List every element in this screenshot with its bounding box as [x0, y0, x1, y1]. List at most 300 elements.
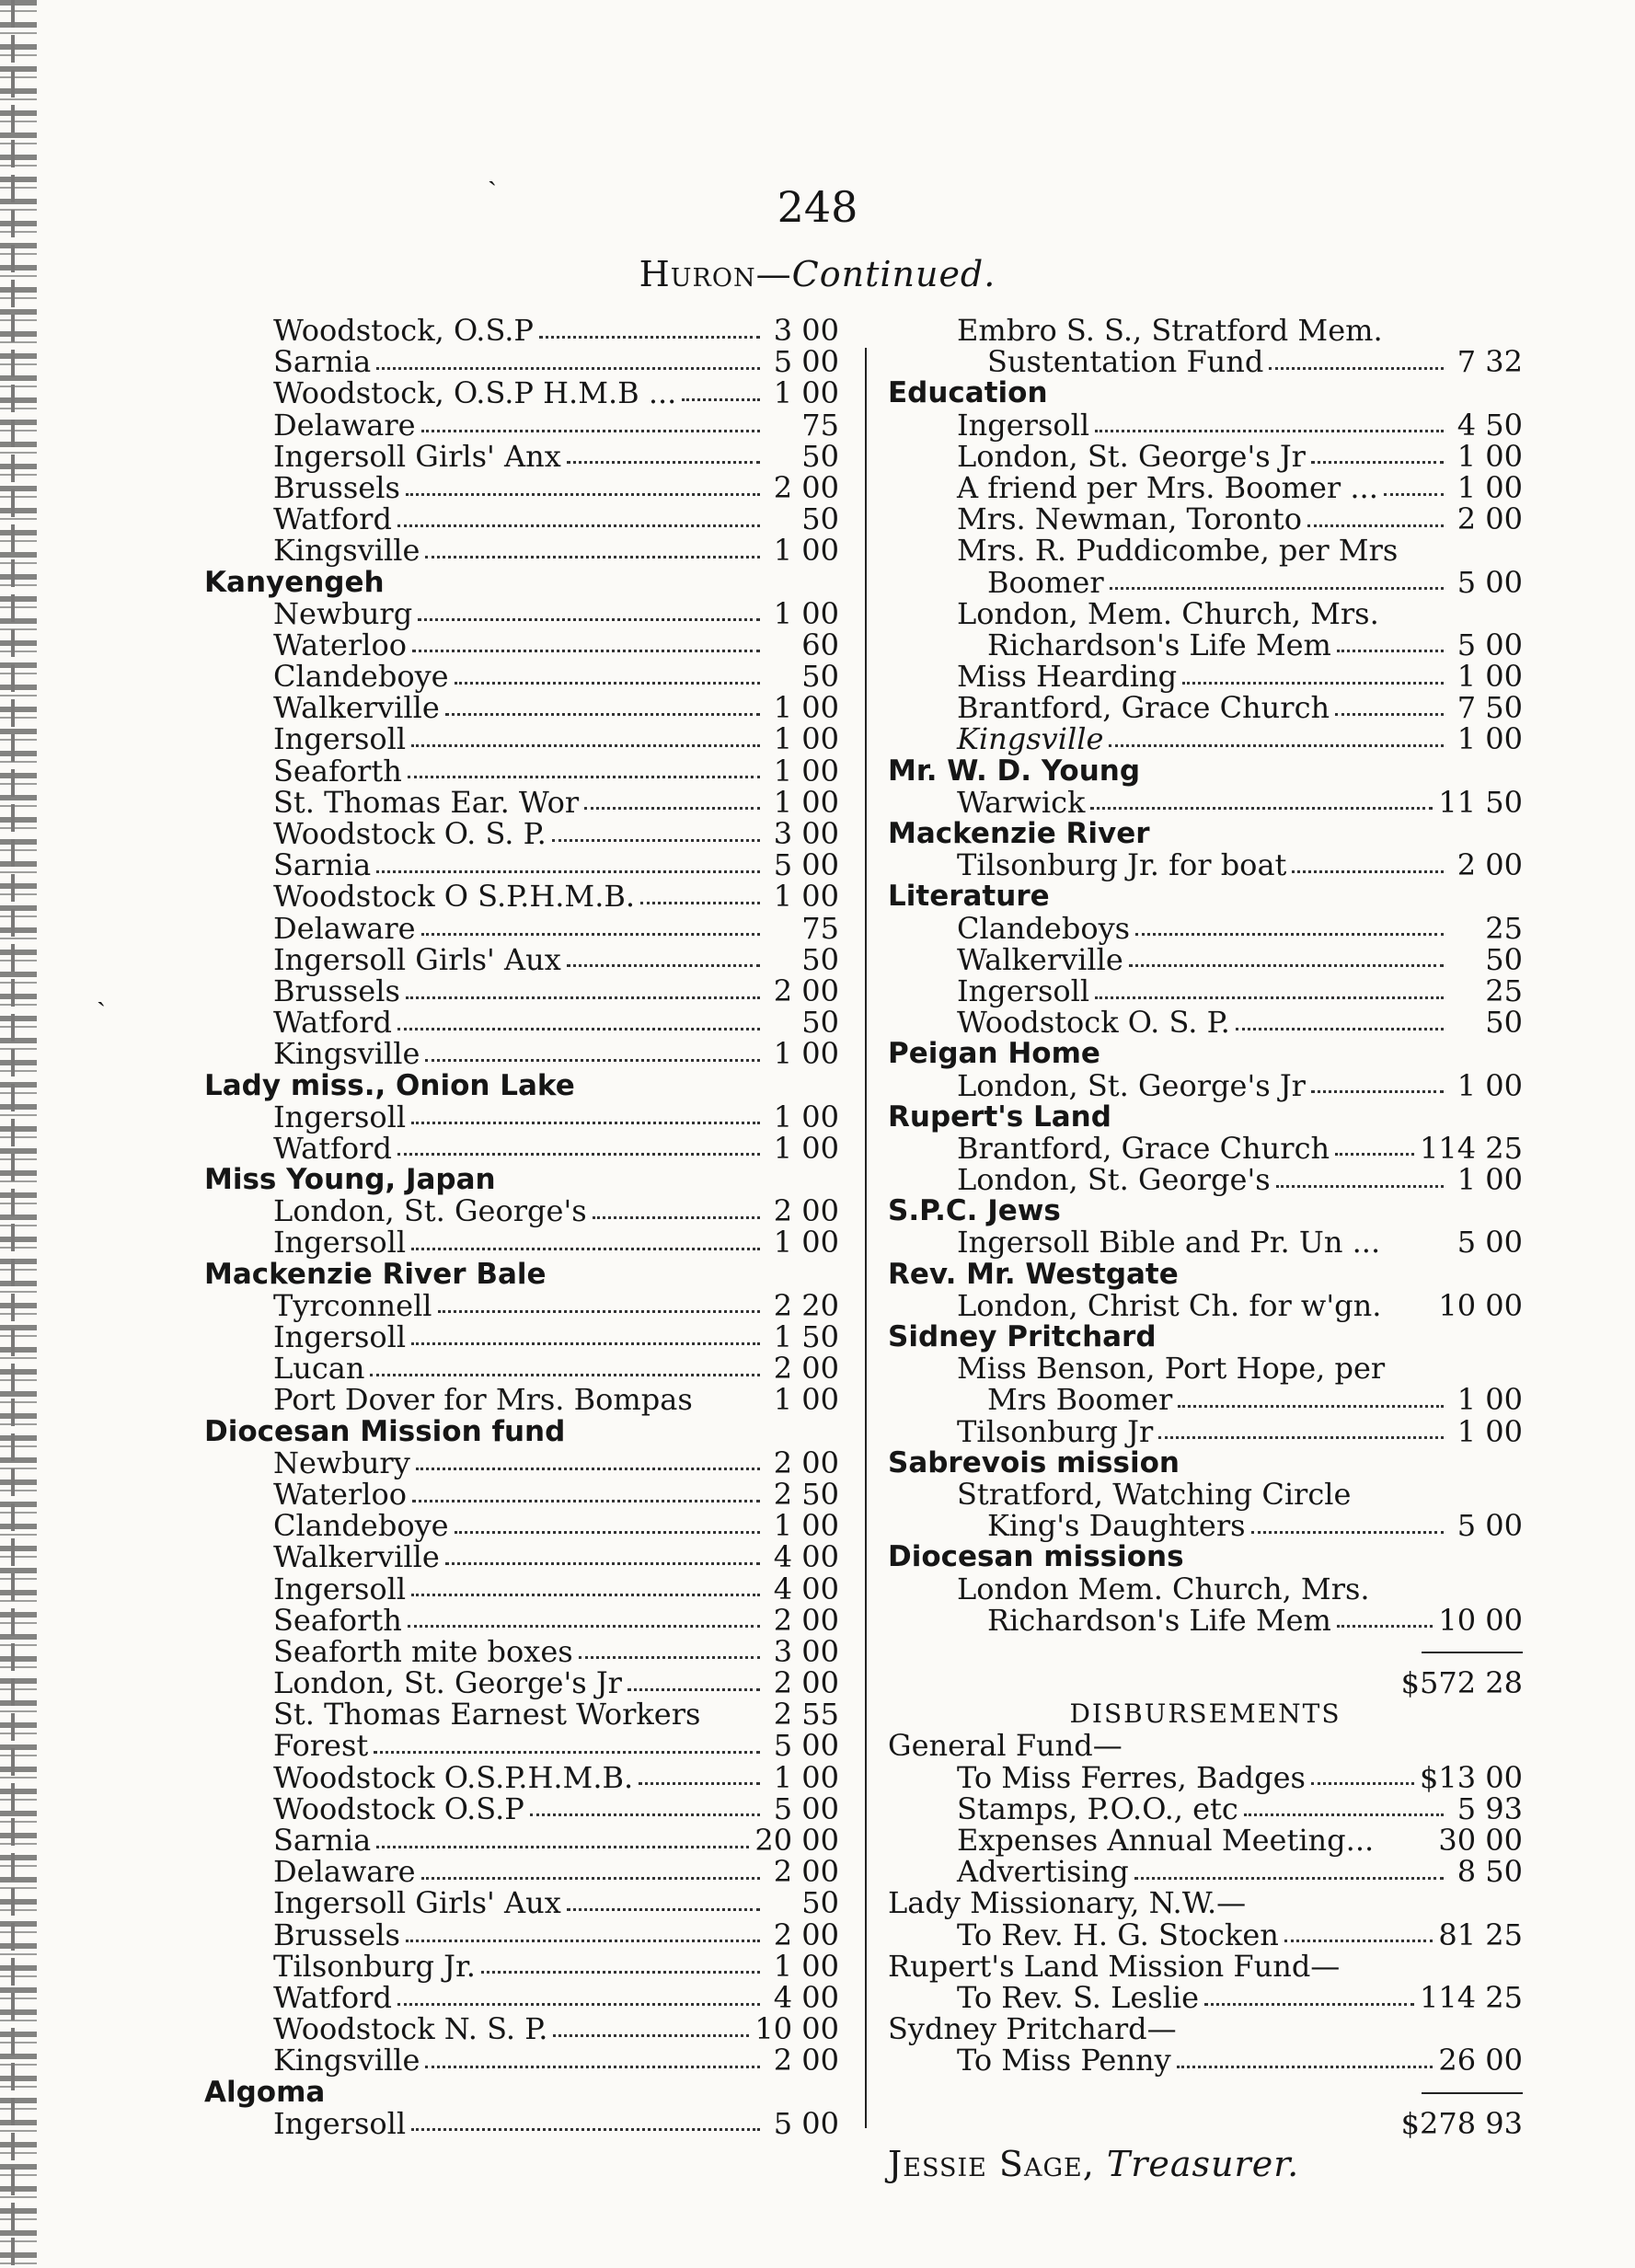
- leader-dots: [455, 682, 760, 685]
- heading-label: Sabrevois mission: [888, 1445, 1180, 1479]
- ledger-entry: [204, 1728, 839, 1764]
- entry-amount: 1 00: [773, 595, 839, 631]
- ledger-entry: [204, 1665, 839, 1701]
- entry-amount: 10 00: [1438, 1287, 1523, 1323]
- section-heading: [204, 1164, 839, 1195]
- heading-label: Mackenzie River Bale: [204, 1257, 547, 1291]
- leader-dots: [1109, 744, 1444, 747]
- leader-dots: [411, 744, 760, 747]
- ledger-entry: [204, 1790, 839, 1826]
- ledger-entry: [204, 438, 839, 474]
- leader-dots: [406, 1940, 760, 1942]
- ledger-entry: [888, 1476, 1523, 1512]
- entry-amount: 2 00: [773, 469, 839, 505]
- leader-dots: [1335, 1153, 1414, 1156]
- leader-dots: [593, 1216, 760, 1219]
- entry-amount: 2 00: [773, 1917, 839, 1952]
- ledger-entry: [204, 1825, 839, 1856]
- ledger-entry: [888, 595, 1523, 631]
- leader-dots: [445, 713, 760, 716]
- total-row: [888, 2105, 1523, 2141]
- heading-label: Diocesan missions: [888, 1540, 1184, 1574]
- entry-amount: 3 00: [773, 1633, 839, 1669]
- entry-label: Seaforth mite boxes: [273, 1633, 573, 1669]
- leader-dots: [406, 996, 760, 999]
- entry-amount: 2 50: [773, 1476, 839, 1512]
- entry-label: Brussels: [273, 973, 400, 1008]
- entry-amount: 50: [801, 501, 839, 537]
- entry-amount: 1 00: [773, 1225, 839, 1261]
- entry-label: Ingersoll Girls' Anx: [273, 438, 561, 474]
- sum-rule: [888, 2077, 1523, 2108]
- entry-label: A friend per Mrs. Boomer ...: [957, 469, 1378, 505]
- entry-amount: 1 00: [1457, 721, 1523, 757]
- entry-amount: 1 00: [773, 879, 839, 915]
- ledger-entry: [204, 1759, 839, 1795]
- ledger-entry: [204, 1854, 839, 1890]
- sum-rule: [888, 1636, 1523, 1667]
- leader-dots: [412, 1500, 760, 1502]
- entry-amount: 4 50: [1457, 407, 1523, 443]
- entry-label: To Miss Ferres, Badges: [957, 1759, 1306, 1795]
- leader-dots: [411, 2128, 760, 2131]
- entry-amount: 2 00: [773, 2043, 839, 2078]
- entry-amount: 4 00: [773, 1571, 839, 1606]
- ledger-entry: [888, 1573, 1523, 1605]
- entry-amount: 2 00: [773, 1665, 839, 1701]
- ledger-entry: [888, 941, 1523, 977]
- ledger-entry: [888, 1225, 1523, 1261]
- entry-label: Kingsville: [273, 2043, 420, 2078]
- leader-dots: [1384, 493, 1444, 496]
- section-heading: [888, 1195, 1523, 1226]
- leader-dots: [425, 2066, 760, 2068]
- entry-amount: 50: [801, 659, 839, 695]
- entry-amount: 26 00: [1438, 2043, 1523, 2078]
- entry-amount: 5 00: [1457, 627, 1523, 662]
- leader-dots: [411, 1122, 760, 1124]
- ledger-entry: [204, 910, 839, 946]
- entry-label: Kingsville: [273, 533, 420, 569]
- heading-label: Kanyengeh: [204, 565, 385, 599]
- ledger-entry: [888, 1790, 1523, 1826]
- ledger-entry: [204, 1225, 839, 1261]
- entry-label: Waterloo: [273, 627, 408, 662]
- entry-label: Lucan: [273, 1351, 365, 1387]
- ledger-entry: [888, 2044, 1523, 2076]
- entry-amount: 1 00: [773, 690, 839, 726]
- entry-label: Boomer: [987, 564, 1104, 600]
- disbursements-heading: [888, 1698, 1523, 1730]
- ledger-entry: [204, 533, 839, 569]
- entry-label: Watford: [273, 1005, 392, 1041]
- heading-label: Diocesan Mission fund: [204, 1414, 566, 1448]
- leader-dots: [1182, 682, 1444, 685]
- entry-amount: 2 00: [1457, 847, 1523, 883]
- entry-amount: 50: [1485, 941, 1523, 977]
- entry-label: Ingersoll: [273, 721, 407, 757]
- entry-label: Ingersoll: [273, 1225, 407, 1261]
- entry-label: London, Christ Ch. for w'gn.: [957, 1287, 1382, 1323]
- entry-label: Delaware: [273, 910, 416, 946]
- fund-heading: [888, 1728, 1523, 1764]
- entry-amount: 3 00: [773, 313, 839, 348]
- entry-label: Expenses Annual Meeting...: [957, 1823, 1375, 1858]
- ledger-entry: [204, 1382, 839, 1418]
- entry-amount: 10 00: [1438, 1602, 1523, 1638]
- entry-label: Tilsonburg Jr.: [273, 1948, 476, 1984]
- heading-label: Sidney Pritchard: [888, 1320, 1157, 1353]
- heading-label: Mackenzie River: [888, 817, 1150, 850]
- entry-label: London, St. George's: [957, 1162, 1271, 1198]
- entry-amount: 1 00: [773, 1099, 839, 1134]
- ledger-entry: [204, 1697, 839, 1733]
- ledger-entry: [204, 2044, 839, 2076]
- entry-label: London, St. George's Jr: [273, 1665, 622, 1701]
- entry-amount: 1 00: [773, 753, 839, 789]
- entry-label: Sustentation Fund: [987, 344, 1264, 380]
- heading-label: Lady miss., Onion Lake: [204, 1068, 575, 1102]
- entry-amount: 1 50: [773, 1319, 839, 1354]
- ledger-entry: [204, 1476, 839, 1512]
- ledger-entry: [204, 2011, 839, 2047]
- section-heading: [204, 1070, 839, 1101]
- entry-amount: 30 00: [1438, 1823, 1523, 1858]
- fund-label: Rupert's Land Mission Fund—: [888, 1948, 1341, 1984]
- ledger-entry: [888, 1005, 1523, 1041]
- ink-speck: ˎ: [488, 155, 497, 187]
- entry-label: Woodstock O.S.P.H.M.B.: [273, 1759, 634, 1795]
- entry-amount: 1 00: [773, 1382, 839, 1418]
- entry-label: Newbury: [273, 1445, 410, 1480]
- leader-dots: [408, 776, 760, 778]
- entry-amount: 2 00: [773, 1351, 839, 1387]
- total-row: [888, 1665, 1523, 1701]
- ledger-entry: [204, 1005, 839, 1041]
- leader-dots: [1158, 1436, 1444, 1439]
- fund-label: Lady Missionary, N.W.—: [888, 1885, 1247, 1921]
- leader-dots: [416, 1468, 760, 1470]
- leader-dots: [1335, 713, 1444, 716]
- entry-label: Ingersoll: [957, 407, 1090, 443]
- entry-amount: 1 00: [1457, 1382, 1523, 1418]
- entry-amount: 50: [801, 438, 839, 474]
- ledger-entry: [204, 469, 839, 505]
- entry-label: Waterloo: [273, 1476, 408, 1512]
- leader-dots: [411, 1248, 760, 1250]
- section-header: [0, 254, 1635, 294]
- entry-amount: 1 00: [1457, 469, 1523, 505]
- header-dash: —: [755, 254, 792, 294]
- ledger-entry: [204, 755, 839, 787]
- column-divider: [865, 348, 867, 2128]
- leader-dots: [1311, 1090, 1444, 1093]
- entry-amount: 75: [801, 910, 839, 946]
- ledger-entry: [204, 1885, 839, 1921]
- entry-label: Sarnia: [273, 1823, 372, 1858]
- section-heading: [204, 1416, 839, 1447]
- entry-label: Watford: [273, 1979, 392, 2015]
- entry-amount: 2 00: [1457, 501, 1523, 537]
- fund-heading: [888, 1885, 1523, 1921]
- leader-dots: [412, 650, 760, 652]
- disbursements-label: DISBURSEMENTS: [1069, 1698, 1341, 1730]
- signature: [888, 2144, 1299, 2184]
- leader-dots: [481, 1971, 760, 1974]
- leader-dots: [1269, 367, 1444, 370]
- entry-label: Sarnia: [273, 344, 372, 380]
- ledger-entry: [888, 1919, 1523, 1951]
- ledger-entry: [888, 1067, 1523, 1103]
- entry-amount: 2 20: [773, 1287, 839, 1323]
- entry-amount: 20 00: [754, 1823, 839, 1858]
- leader-dots: [1307, 524, 1444, 527]
- entry-label: Warwick: [957, 784, 1086, 820]
- entry-label: Port Dover for Mrs. Bompas: [273, 1382, 693, 1418]
- section-heading: [888, 1259, 1523, 1290]
- entry-amount: 50: [801, 1005, 839, 1041]
- ledger-entry: [888, 1759, 1523, 1795]
- entry-label: Stratford, Watching Circle: [957, 1476, 1352, 1512]
- entry-label: Mrs Boomer: [987, 1382, 1173, 1418]
- leader-dots: [411, 1594, 760, 1596]
- entry-label: To Miss Penny: [957, 2043, 1171, 2078]
- page-number: 248: [777, 182, 858, 232]
- leader-dots: [567, 964, 760, 967]
- ledger-entry: [204, 315, 839, 346]
- leader-dots: [421, 1877, 760, 1880]
- ledger-entry: [204, 1602, 839, 1638]
- entry-amount: 5 93: [1457, 1790, 1523, 1826]
- section-heading: [888, 755, 1523, 787]
- entry-amount: 25: [1485, 910, 1523, 946]
- leader-dots: [370, 1374, 760, 1376]
- ledger-entry: [888, 533, 1523, 569]
- entry-label: Seaforth: [273, 1602, 402, 1638]
- ledger-entry: [888, 629, 1523, 661]
- entry-amount: 5 00: [1457, 1225, 1523, 1261]
- entry-label: Watford: [273, 1130, 392, 1166]
- ledger-entry: [204, 1573, 839, 1605]
- entry-amount: 1 00: [773, 721, 839, 757]
- entry-amount: 2 00: [773, 1445, 839, 1480]
- section-heading: [204, 1259, 839, 1290]
- entry-amount: 60: [801, 627, 839, 662]
- entry-amount: 1 00: [773, 784, 839, 820]
- ledger-entry: [204, 975, 839, 1007]
- entry-amount: 81 25: [1438, 1917, 1523, 1952]
- leader-dots: [1244, 1813, 1444, 1816]
- ledger-entry: [204, 690, 839, 726]
- ledger-entry: [204, 1948, 839, 1984]
- leader-dots: [438, 1310, 760, 1313]
- leader-dots: [552, 839, 760, 842]
- fund-heading: [888, 2011, 1523, 2047]
- leader-dots: [1135, 933, 1444, 936]
- ledger-entry: [888, 910, 1523, 946]
- entry-amount: 50: [801, 1885, 839, 1921]
- ledger-entry: [888, 1854, 1523, 1890]
- entry-amount: 5 00: [773, 1790, 839, 1826]
- entry-amount: 1 00: [773, 375, 839, 411]
- entry-label: Brussels: [273, 1917, 400, 1952]
- ledger-entry: [204, 2105, 839, 2141]
- entry-label: Woodstock, O.S.P: [273, 313, 534, 348]
- ledger-entry: [888, 1162, 1523, 1198]
- leader-dots: [408, 1625, 760, 1628]
- entry-amount: 5 00: [773, 2105, 839, 2141]
- entry-amount: $13 00: [1420, 1759, 1523, 1795]
- entry-amount: 75: [801, 407, 839, 443]
- ledger-entry: [888, 1287, 1523, 1323]
- entry-amount: 4 00: [773, 1539, 839, 1575]
- section-heading: [888, 1321, 1523, 1353]
- entry-label: Walkerville: [273, 690, 440, 726]
- leader-dots: [1276, 1185, 1444, 1188]
- entry-label: Woodstock O. S. P.: [957, 1005, 1230, 1041]
- ledger-entry: [204, 1508, 839, 1544]
- ledger-entry: [204, 849, 839, 881]
- leader-dots: [1311, 461, 1444, 464]
- entry-label: London, St. George's Jr: [957, 1067, 1306, 1103]
- entry-label: Richardson's Life Mem: [987, 1602, 1331, 1638]
- ledger-entry: [204, 344, 839, 380]
- ledger-entry: [204, 1321, 839, 1353]
- entry-amount: 1 00: [773, 1759, 839, 1795]
- entry-label: Brussels: [273, 469, 400, 505]
- left-column: [204, 315, 839, 2139]
- ledger-entry: [888, 1130, 1523, 1166]
- leader-dots: [406, 493, 760, 496]
- entry-amount: 114 25: [1420, 1130, 1523, 1166]
- ledger-entry: [204, 1351, 839, 1387]
- entry-label: King's Daughters: [987, 1508, 1246, 1544]
- entry-label: Clandeboye: [273, 1508, 449, 1544]
- leader-dots: [1129, 964, 1444, 967]
- ledger-entry: [888, 975, 1523, 1007]
- entry-label: Ingersoll: [273, 1319, 407, 1354]
- leader-dots: [639, 1782, 760, 1785]
- ledger-entry: [888, 315, 1523, 346]
- entry-label: Brantford, Grace Church: [957, 1130, 1330, 1166]
- leader-dots: [640, 902, 760, 904]
- leader-dots: [1337, 1625, 1434, 1628]
- section-heading: [204, 567, 839, 598]
- ledger-entry: [204, 409, 839, 441]
- entry-label: Mrs. R. Puddicombe, per Mrs: [957, 533, 1399, 569]
- leader-dots: [1311, 1782, 1414, 1785]
- leader-dots: [553, 2034, 749, 2037]
- entry-label: Delaware: [273, 1854, 416, 1890]
- ledger-entry: [204, 784, 839, 820]
- ledger-entry: [888, 849, 1523, 881]
- scan-edge-artifact: [0, 0, 37, 2268]
- entry-label: Woodstock, O.S.P H.M.B ...: [273, 375, 677, 411]
- ledger-entry: [888, 721, 1523, 757]
- entry-label: Ingersoll Bible and Pr. Un ...: [957, 1225, 1381, 1261]
- heading-label: S.P.C. Jews: [888, 1194, 1061, 1228]
- leader-dots: [376, 367, 760, 370]
- signature-name: Jessie Sage,: [888, 2144, 1095, 2184]
- leader-dots: [1178, 1405, 1444, 1408]
- heading-label: Literature: [888, 880, 1050, 914]
- entry-label: Delaware: [273, 407, 416, 443]
- leader-dots: [1095, 996, 1444, 999]
- ledger-entry: [888, 659, 1523, 695]
- leader-dots: [1090, 807, 1433, 810]
- leader-dots: [425, 556, 760, 558]
- entry-amount: 50: [801, 941, 839, 977]
- ledger-entry: [204, 818, 839, 849]
- heading-label: Rev. Mr. Westgate: [888, 1257, 1179, 1291]
- entry-label: Newburg: [273, 595, 413, 631]
- entry-label: London, Mem. Church, Mrs.: [957, 595, 1379, 631]
- ledger-entry: [204, 659, 839, 695]
- entry-label: Ingersoll: [273, 2105, 407, 2141]
- leader-dots: [1284, 1940, 1434, 1942]
- entry-label: Ingersoll: [273, 1571, 407, 1606]
- entry-label: To Rev. H. G. Stocken: [957, 1917, 1279, 1952]
- entry-label: St. Thomas Earnest Workers: [273, 1697, 701, 1733]
- section-heading: [888, 1541, 1523, 1572]
- section-heading: [888, 1038, 1523, 1069]
- entry-label: London, St. George's Jr: [957, 438, 1306, 474]
- entry-amount: 1 00: [1457, 1413, 1523, 1449]
- heading-label: Peigan Home: [888, 1037, 1100, 1071]
- heading-label: Algoma: [204, 2075, 326, 2109]
- entry-amount: 8 50: [1457, 1854, 1523, 1890]
- leader-dots: [421, 430, 760, 432]
- ledger-entry: [888, 1602, 1523, 1638]
- leader-dots: [1204, 2003, 1414, 2006]
- entry-amount: 1 00: [773, 1948, 839, 1984]
- entry-label: Kingsville: [273, 1036, 420, 1072]
- entry-label: Watford: [273, 501, 392, 537]
- ledger-entry: [204, 503, 839, 535]
- leader-dots: [539, 336, 760, 339]
- entry-label: Woodstock O S.P.H.M.B.: [273, 879, 636, 915]
- ledger-entry: [888, 438, 1523, 474]
- section-heading: [888, 377, 1523, 409]
- entry-amount: 7 32: [1457, 344, 1523, 380]
- entry-label: St. Thomas Ear. Wor: [273, 784, 580, 820]
- ledger-entry: [204, 1036, 839, 1072]
- ledger-entry: [204, 595, 839, 631]
- entry-label: Clandeboys: [957, 910, 1131, 946]
- entry-label: Miss Benson, Port Hope, per: [957, 1351, 1386, 1387]
- entry-amount: 25: [1485, 973, 1523, 1008]
- entry-amount: 1 00: [1457, 1067, 1523, 1103]
- leader-dots: [584, 807, 760, 810]
- entry-amount: 1 00: [773, 1036, 839, 1072]
- leader-dots: [530, 1813, 760, 1816]
- entry-amount: 1 00: [1457, 438, 1523, 474]
- fund-label: General Fund—: [888, 1728, 1123, 1764]
- entry-label: Ingersoll: [273, 1099, 407, 1134]
- ledger-entry: [888, 784, 1523, 820]
- ledger-entry: [888, 1413, 1523, 1449]
- entry-amount: 1 00: [1457, 659, 1523, 695]
- entry-amount: 1 00: [773, 533, 839, 569]
- leader-dots: [1177, 2066, 1434, 2068]
- ledger-entry: [888, 1382, 1523, 1418]
- ledger-entry: [888, 1979, 1523, 2015]
- entry-label: Miss Hearding: [957, 659, 1178, 695]
- leader-dots: [397, 1153, 760, 1156]
- entry-amount: 2 00: [773, 1854, 839, 1890]
- section-heading: [888, 818, 1523, 849]
- ledger-entry: [888, 1825, 1523, 1856]
